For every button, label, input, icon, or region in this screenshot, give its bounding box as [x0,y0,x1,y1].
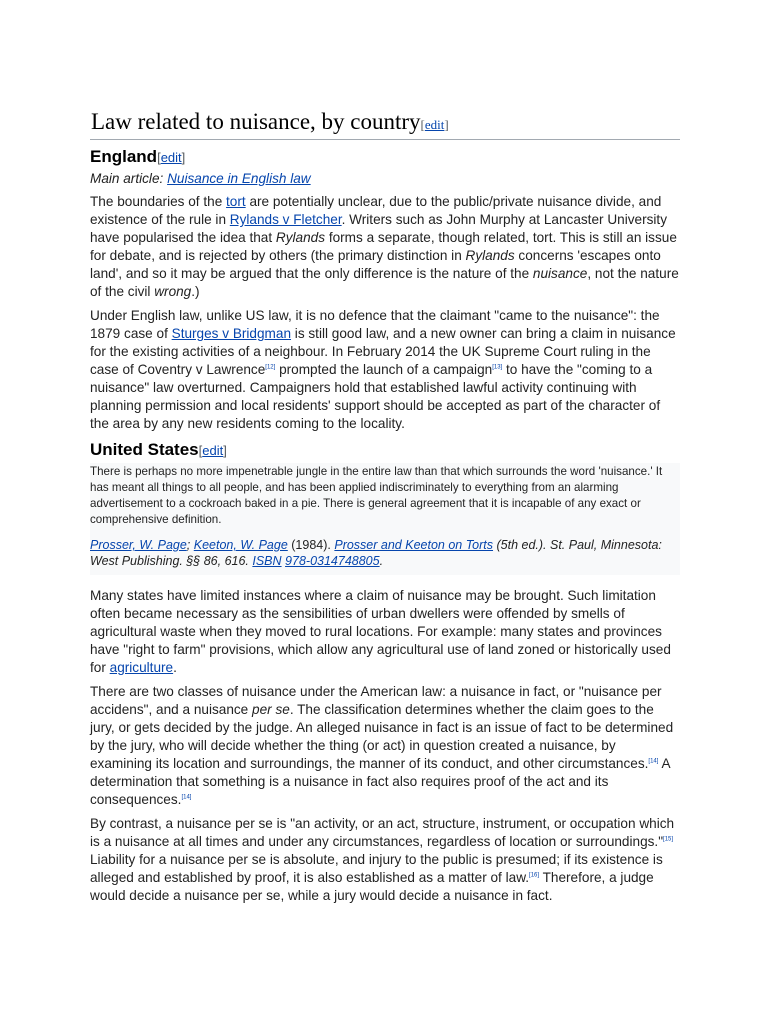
reference-16 [529,872,539,878]
article-content [90,108,680,911]
united-states-edit-link[interactable]: edit [202,443,224,458]
england-title: England [90,147,158,166]
edit-bracket-open: [ [157,150,161,165]
reference-14-link[interactable]: [14] [181,794,192,801]
us-paragraph-3 [90,815,680,905]
text: .) [191,284,200,299]
section-title: Law related to nuisance, by country [91,109,421,134]
edit-bracket-open: [ [198,443,203,458]
text: . [379,554,384,568]
reference-16-link[interactable]: [16] [529,872,540,879]
italic-text: nuisance [532,266,588,281]
italic-text: Rylands [465,248,515,263]
england-edit [157,150,185,165]
text: Under English law, unlike US law, it is no defence that the claimant "came to the nuisance": the 1879 case of [90,308,660,341]
edit-bracket-open: [ [420,117,425,132]
edit-bracket-close: ] [444,117,449,132]
main-article-prefix: Main article: [90,171,168,186]
text: A determination that something is a nuisance in fact also requires proof of the act and its consequences. [90,756,670,807]
reference-12-link[interactable]: [12] [265,364,276,371]
link-author-prosser[interactable]: Prosser, W. Page [90,538,187,552]
block-quote [90,463,680,575]
text: The boundaries of the [90,194,227,209]
citation-year: (1984). [287,538,335,552]
italic-text: per se [252,702,290,717]
italic-text: Rylands [275,230,326,245]
text: Therefore, a judge would decide a nuisance per se, while a jury would decide a nuisance in fact. [90,870,654,903]
quote-text: There is perhaps no more impenetrable jungle in the entire law than that which surrounds the word 'nuisance.' It has meant all things to all people, and has been applied indiscriminately to everything from an alarming advertisement to a cockroach baked in a pie. There is general agreement that it is incapable of any exact or comprehensive definition. [90,465,663,526]
main-article-hatnote [90,170,680,187]
text: ; [186,538,194,552]
link-author-keeton[interactable]: Keeton, W. Page [193,538,288,552]
text: . The classification determines whether the claim goes to the jury, or gets decided by the judge. An alleged nuisance in fact is an issue of fact to be determined by the jury, who will decide whether the thing (or act) in question created a nuisance, by examining its location and surroundings, the manner of its conduct, and other circumstances. [90,702,674,771]
us-paragraph-1 [90,587,680,677]
england-edit-link[interactable]: edit [160,150,182,165]
reference-13 [492,364,502,370]
reference-15 [663,836,673,842]
united-states-heading [90,439,680,462]
reference-14-link[interactable]: [14] [648,758,659,765]
italic-text: wrong [154,284,192,299]
england-paragraph-1 [90,193,680,301]
united-states-edit [199,443,227,458]
reference-12 [265,364,275,370]
edit-bracket-close: ] [181,150,186,165]
quote-citation [90,537,674,569]
link-book-title[interactable]: Prosser and Keeton on Torts [334,538,494,552]
link-isbn-number[interactable]: 978-0314748805 [285,554,380,568]
edit-bracket-close: ] [223,443,227,458]
link-agriculture[interactable]: agriculture [109,660,174,675]
reference-13-link[interactable]: [13] [492,364,503,371]
text: to have the "coming to a nuisance" law overturned. Campaigners hold that established lawful activity continuing with planning permission and local residents' support should be accepted as part of the character of the area by any new residents coming to the locality. [90,362,661,431]
section-heading [90,108,680,140]
link-sturges-v-bridgman[interactable]: Sturges v Bridgman [171,326,292,341]
section-edit [421,117,449,132]
link-rylands-v-fletcher[interactable]: Rylands v Fletcher [229,212,342,227]
reference-14 [181,794,191,800]
united-states-title: United States [90,440,199,459]
section-edit-link[interactable]: edit [424,117,445,132]
text: . [173,660,177,675]
text: prompted the launch of a campaign [275,362,493,377]
reference-15-link[interactable]: [15] [663,836,674,843]
link-tort[interactable]: tort [226,194,246,209]
text: There are two classes of nuisance under the American law: a nuisance in fact, or "nuisance per accidens", and a nuisance [90,684,662,717]
text: By contrast, a nuisance per se is "an activity, or an act, structure, instrument, or occupation which is a nuisance at all times and under any circumstances, regardless of location or surroundings." [90,816,675,849]
text: forms a separate, though related, tort. This is still an issue for debate, and is rejected by others (the primary distinction in [90,230,677,263]
text: are potentially unclear, due to the public/private nuisance divide, and existence of the rule in [90,194,662,227]
england-paragraph-2 [90,307,680,433]
main-article-link[interactable]: Nuisance in English law [167,171,311,186]
text: (5th ed.). St. Paul, Minnesota: West Publishing. §§ 86, 616. [90,538,662,568]
text: concerns 'escapes onto land', and so it may be argued that the only difference is the nature of the [90,248,661,281]
text: Liability for a nuisance per se is absolute, and injury to the public is presumed; if its existence is alleged and established by proof, it is also established as a matter of law. [90,852,663,885]
link-isbn-label[interactable]: ISBN [252,554,282,568]
reference-14 [648,758,658,764]
us-paragraph-2 [90,683,680,809]
text: . Writers such as John Murphy at Lancaster University have popularised the idea that [90,212,667,245]
text: is still good law, and a new owner can bring a claim in nuisance for the existing activities of a neighbour. In February 2014 the UK Supreme Court ruling in the case of Coventry v Lawrence [90,326,676,377]
text: , not the nature of the civil [90,266,679,299]
text: Many states have limited instances where a claim of nuisance may be brought. Such limitation often became necessary as the sensibilities of urban dwellers were offended by smells of agricultural waste when they moved to rural locations. For example: many states and provinces have "right to farm" provisions, which allow any agricultural use of land zoned or historically used for [90,588,671,675]
england-heading [90,146,680,169]
